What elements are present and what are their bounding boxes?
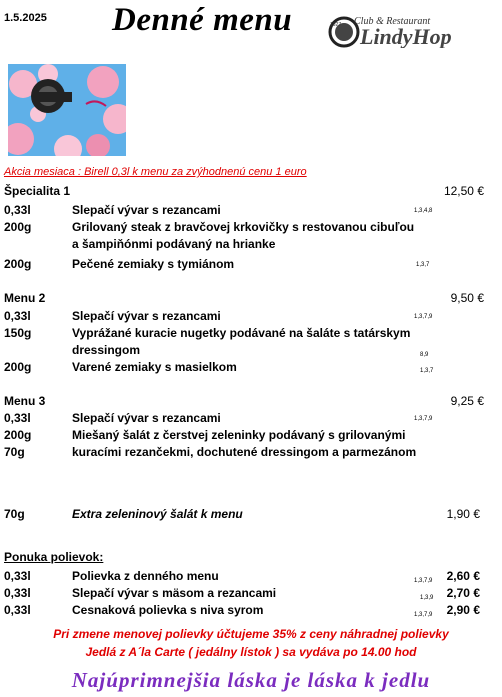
menu-row (4, 236, 498, 252)
row-price: 2,90 € (446, 603, 480, 617)
row-allergens: 1,3,7,9 (414, 416, 433, 422)
menu-row (4, 325, 498, 341)
soup-row (4, 602, 498, 618)
row-allergens: 1,3,7,9 (414, 314, 433, 320)
soup-change-note: Pri zmene menovej polievky účtujeme 35% z ceny náhradnej polievky (53, 627, 449, 641)
row-desc: Extra zeleninový šalát k menu (72, 507, 243, 521)
row-desc: Slepačí vývar s rezancami (72, 411, 221, 425)
row-desc: Slepačí vývar s rezancami (72, 203, 221, 217)
logo-name: LindyHop (360, 24, 452, 48)
page-title: Denné menu (112, 2, 293, 38)
row-desc: kuracími rezančekmi, dochutené dressingom a parmezánom (72, 445, 417, 459)
row-qty: 0,33l (4, 309, 31, 323)
row-price: 1,90 € (446, 507, 480, 521)
menu-row (4, 219, 498, 235)
menu-row (4, 410, 498, 426)
row-allergens: 8,9 (420, 352, 429, 358)
restaurant-logo (326, 12, 486, 48)
ala-carte-note: Jedlá z A´la Carte ( jedálny lístok ) sa vydáva po 14.00 hod (85, 645, 417, 659)
row-desc: a šampiňónmi podávaný na hrianke (72, 237, 276, 251)
row-allergens: 1,3,4,8 (414, 208, 433, 214)
row-desc: Slepačí vývar s rezancami (72, 309, 221, 323)
menu-row (4, 359, 498, 375)
soup-row (4, 568, 498, 584)
menu3-title: Menu 3 (4, 394, 46, 408)
specialita-title: Špecialita 1 (4, 184, 71, 198)
menu-row (4, 308, 498, 324)
row-allergens: 1,3,9 (420, 595, 434, 601)
logo-top-text: Club & Restaurant (354, 16, 431, 27)
row-allergens: 1,3,7 (416, 262, 430, 268)
menu-row (4, 202, 498, 218)
row-qty: 0,33l (4, 411, 31, 425)
menu3-price: 9,25 € (450, 394, 484, 408)
row-qty: 200g (4, 257, 32, 271)
row-allergens: 1,3,7,9 (414, 578, 433, 584)
extra-row (4, 506, 498, 522)
row-qty: 150g (4, 326, 32, 340)
row-allergens: 1,3,7,9 (414, 612, 433, 618)
row-allergens: 1,3,7 (420, 368, 434, 374)
specialita-price: 12,50 € (443, 184, 484, 198)
row-qty: 70g (4, 445, 25, 459)
row-desc: dressingom (72, 343, 141, 357)
row-desc: Slepačí vývar s mäsom a rezancami (72, 586, 277, 600)
menu-row (4, 342, 498, 358)
row-desc: Cesnaková polievka s niva syrom (72, 603, 264, 617)
row-price: 2,60 € (446, 569, 480, 583)
slogan: Najúprimnejšia láska je láska k jedlu (71, 668, 431, 692)
row-desc: Polievka z denného menu (72, 569, 219, 583)
cherry-blossom-photo (8, 64, 126, 156)
row-qty: 0,33l (4, 586, 31, 600)
menu2-price: 9,50 € (450, 291, 484, 305)
row-desc: Vyprážané kuracie nugetky podávané na šaláte s tatárskym (72, 326, 411, 340)
row-price: 2,70 € (446, 586, 480, 600)
row-qty: 200g (4, 360, 32, 374)
logo-year: 1927 (330, 22, 342, 28)
promo-offer: Akcia mesiaca : Birell 0,3l k menu za zvýhodnenú cenu 1 euro (4, 166, 307, 178)
row-desc: Pečené zemiaky s tymiánom (72, 257, 235, 271)
row-desc: Miešaný šalát z čerstvej zeleninky podávaný s grilovanými (72, 428, 406, 442)
menu-row (4, 256, 498, 272)
row-qty: 200g (4, 428, 32, 442)
row-qty: 0,33l (4, 603, 31, 617)
soups-title: Ponuka polievok: (4, 550, 104, 564)
menu-row (4, 427, 498, 443)
row-qty: 70g (4, 507, 25, 521)
row-desc: Grilovaný steak z bravčovej krkovičky s restovanou cibuľou (72, 220, 415, 234)
row-qty: 0,33l (4, 569, 31, 583)
row-qty: 200g (4, 220, 32, 234)
menu2-title: Menu 2 (4, 291, 46, 305)
menu-date: 1.5.2025 (4, 12, 47, 24)
menu-row (4, 444, 498, 460)
row-desc: Varené zemiaky s masielkom (72, 360, 237, 374)
soup-row (4, 585, 498, 601)
row-qty: 0,33l (4, 203, 31, 217)
